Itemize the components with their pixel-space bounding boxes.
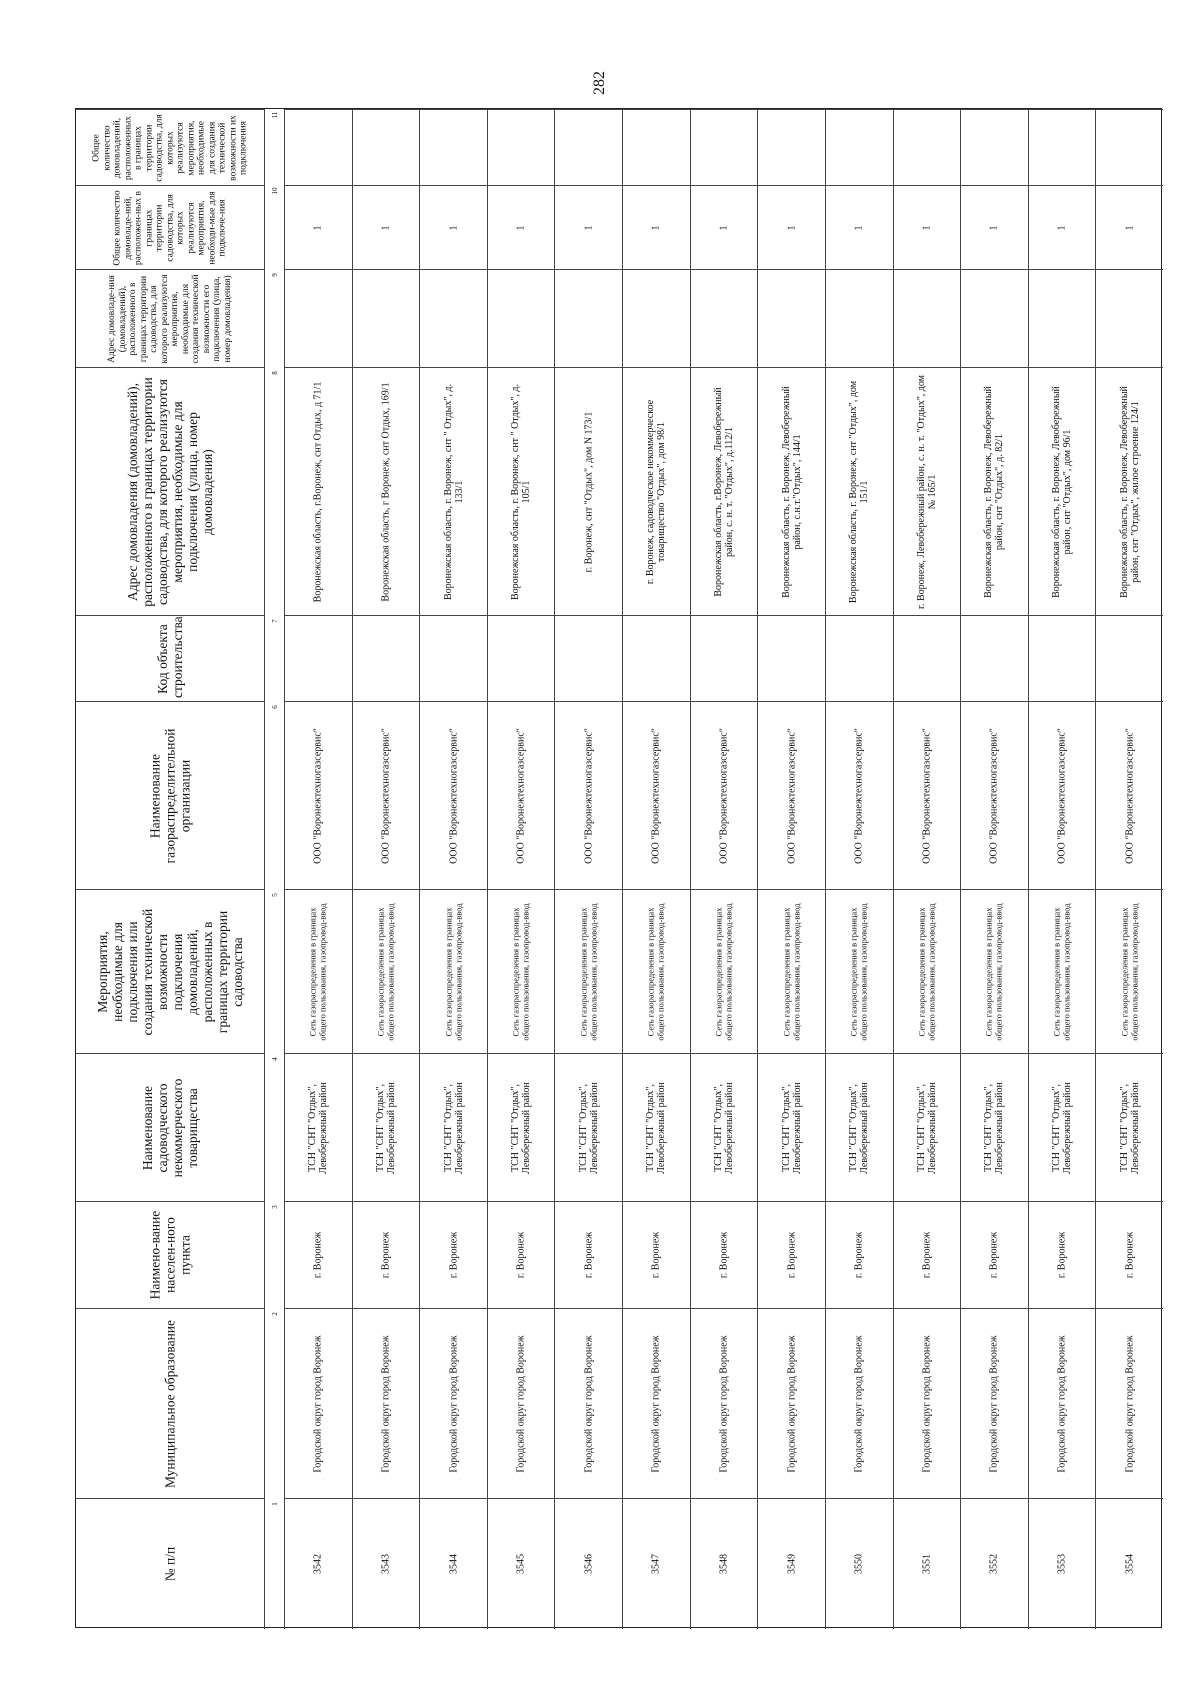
- header-text-col10: Общее количество домовладе-ний, расположен-ных в границах территории садоводства, для которых реализуются мероприятия, необходи-мые для подключе-ния: [112, 189, 228, 266]
- cell-text-address: Воронежская область, г.Воронеж, снт Отдых, д 71/1: [312, 381, 324, 602]
- cell-text-np: г. Воронеж: [1124, 1231, 1136, 1279]
- cell-mo: [758, 1308, 825, 1498]
- table-row: [352, 109, 420, 1629]
- cell-text-measure: Сеть газораспределения в границах общего пользования, газопровод-ввод: [578, 902, 598, 1041]
- cell-snt: [894, 1053, 961, 1201]
- cell-text-np: г. Воронеж: [312, 1231, 324, 1279]
- cell-text-np: г. Воронеж: [718, 1231, 730, 1279]
- cell-count: [894, 185, 961, 269]
- cell-text-gro: ООО "Воронежтехногазсервис": [853, 727, 865, 864]
- header-col7: [76, 615, 264, 701]
- cell-num: [285, 1498, 352, 1629]
- cell-mo: [1029, 1308, 1096, 1498]
- cell-count_tech: [758, 109, 825, 185]
- cell-text-count: 1: [921, 225, 933, 230]
- table-row: [1028, 109, 1096, 1629]
- cell-count: [691, 185, 758, 269]
- cell-count: [1096, 185, 1163, 269]
- cell-mo: [555, 1308, 622, 1498]
- cell-address: [353, 367, 420, 615]
- cell-text-count: 1: [515, 225, 527, 230]
- cell-text-gro: ООО "Воронежтехногазсервис": [312, 727, 324, 864]
- header-text-col7: Код объекта строительства: [155, 615, 185, 698]
- cell-code: [961, 615, 1028, 701]
- cell-text-mo: Городской округ город Воронеж: [718, 1334, 730, 1473]
- cell-text-gro: ООО "Воронежтехногазсервис": [380, 727, 392, 864]
- cell-measure: [826, 889, 893, 1053]
- cell-address_tech: [285, 269, 352, 367]
- cell-text-mo: Городской округ город Воронеж: [1056, 1334, 1068, 1473]
- cell-text-snt: ТСН "СНТ "Отдых", Левобережный район: [510, 1081, 533, 1174]
- cell-measure: [420, 889, 487, 1053]
- cell-text-np: г. Воронеж: [583, 1231, 595, 1279]
- cell-text-np: г. Воронеж: [380, 1231, 392, 1279]
- cell-address_tech: [1029, 269, 1096, 367]
- table-row: [960, 109, 1028, 1629]
- cell-text-count: 1: [583, 225, 595, 230]
- cell-num: [1029, 1498, 1096, 1629]
- cell-text-count: 1: [786, 225, 798, 230]
- cell-count_tech: [691, 109, 758, 185]
- cell-gro: [285, 701, 352, 889]
- cell-gro: [894, 701, 961, 889]
- cell-measure: [758, 889, 825, 1053]
- cell-code: [353, 615, 420, 701]
- cell-text-count: 1: [988, 225, 1000, 230]
- cell-text-address: г. Воронеж, садоводческое некоммерческое товарищество "Отдых", дом 98/1: [645, 399, 668, 584]
- cell-text-np: г. Воронеж: [650, 1231, 662, 1279]
- cell-text-gro: ООО "Воронежтехногазсервис": [718, 727, 730, 864]
- column-numbers-strip: [264, 109, 284, 1629]
- cell-count: [353, 185, 420, 269]
- cell-address_tech: [961, 269, 1028, 367]
- cell-np: [894, 1201, 961, 1308]
- table-row: [757, 109, 825, 1629]
- cell-text-num: 3548: [718, 1554, 730, 1574]
- cell-text-num: 3552: [988, 1554, 1000, 1574]
- cell-text-snt: ТСН "СНТ "Отдых", Левобережный район: [1118, 1081, 1141, 1174]
- cell-text-address: г. Воронеж, снт "Отдых", дом N 173/1: [583, 411, 595, 572]
- cell-measure: [691, 889, 758, 1053]
- cell-text-address: г. Воронеж, Левобережный район, с. н. т. "Отдых", дом № 165/1: [915, 374, 938, 609]
- cell-measure: [285, 889, 352, 1053]
- cell-text-num: 3550: [853, 1554, 865, 1574]
- column-number-2: 2: [270, 1312, 279, 1316]
- cell-text-mo: Городской округ город Воронеж: [515, 1334, 527, 1473]
- cell-code: [555, 615, 622, 701]
- cell-text-count: 1: [718, 225, 730, 230]
- table-row: [690, 109, 758, 1629]
- column-number-9: 9: [270, 273, 279, 277]
- table-row: [419, 109, 487, 1629]
- table-row: [284, 109, 352, 1629]
- cell-num: [826, 1498, 893, 1629]
- column-number-7: 7: [270, 619, 279, 623]
- cell-address_tech: [826, 269, 893, 367]
- cell-address_tech: [623, 269, 690, 367]
- cell-text-measure: Сеть газораспределения в границах общего пользования, газопровод-ввод: [1119, 902, 1139, 1041]
- table-row: [487, 109, 555, 1629]
- cell-text-address: Воронежская область, г. Воронеж, снт "Отдых", дом 151/1: [848, 380, 871, 603]
- cell-snt: [555, 1053, 622, 1201]
- cell-code: [894, 615, 961, 701]
- cell-text-mo: Городской округ город Воронеж: [786, 1334, 798, 1473]
- cell-text-mo: Городской округ город Воронеж: [312, 1334, 324, 1473]
- cell-measure: [961, 889, 1028, 1053]
- cell-count_tech: [488, 109, 555, 185]
- cell-gro: [353, 701, 420, 889]
- cell-count_tech: [826, 109, 893, 185]
- cell-address: [1029, 367, 1096, 615]
- column-number-10: 10: [270, 187, 279, 195]
- cell-text-count: 1: [448, 225, 460, 230]
- cell-mo: [1096, 1308, 1163, 1498]
- cell-text-measure: Сеть газораспределения в границах общего пользования, газопровод-ввод: [983, 902, 1004, 1041]
- cell-text-mo: Городской округ город Воронеж: [1124, 1334, 1136, 1473]
- cell-text-num: 3549: [786, 1554, 798, 1574]
- cell-mo: [420, 1308, 487, 1498]
- cell-snt: [420, 1053, 487, 1201]
- cell-num: [353, 1498, 420, 1629]
- cell-text-measure: Сеть газораспределения в границах общего пользования, газопровод-ввод: [848, 902, 869, 1041]
- cell-text-address: Воронежская область, г. Воронеж, Левобережный район, снт "Отдых", д. 82/1: [983, 385, 1006, 598]
- cell-snt: [353, 1053, 420, 1201]
- cell-text-snt: ТСН "СНТ "Отдых", Левобережный район: [577, 1081, 600, 1174]
- cell-text-address: Воронежская область, г. Воронеж, Левобережный район, с.н.т."Отдых", 144/1: [780, 385, 803, 598]
- cell-text-num: 3546: [583, 1554, 595, 1574]
- cell-address_tech: [555, 269, 622, 367]
- cell-gro: [826, 701, 893, 889]
- cell-text-snt: ТСН "СНТ "Отдых", Левобережный район: [1051, 1081, 1074, 1174]
- cell-count: [758, 185, 825, 269]
- cell-text-address: Воронежская область, г. Воронеж, снт " Отдых", д. 105/1: [510, 383, 533, 600]
- cell-snt: [1029, 1053, 1096, 1201]
- cell-text-mo: Городской округ город Воронеж: [380, 1334, 392, 1473]
- cell-text-address: Воронежская область, г. Воронеж, Левобережный район, снт "Отдых", жилое строение 124/1: [1118, 385, 1141, 598]
- cell-count: [420, 185, 487, 269]
- cell-count_tech: [894, 109, 961, 185]
- cell-np: [623, 1201, 690, 1308]
- column-number-8: 8: [270, 371, 279, 375]
- cell-mo: [623, 1308, 690, 1498]
- cell-text-num: 3547: [650, 1554, 662, 1574]
- cell-measure: [894, 889, 961, 1053]
- header-text-col4: Наименование садоводческого некоммерческого товарищества: [140, 1078, 200, 1177]
- cell-gro: [555, 701, 622, 889]
- cell-gro: [1029, 701, 1096, 889]
- cell-snt: [961, 1053, 1028, 1201]
- cell-address_tech: [488, 269, 555, 367]
- cell-text-gro: ООО "Воронежтехногазсервис": [786, 727, 798, 864]
- cell-text-num: 3551: [921, 1554, 933, 1574]
- cell-np: [555, 1201, 622, 1308]
- column-number-1: 1: [270, 1502, 279, 1506]
- cell-num: [623, 1498, 690, 1629]
- cell-snt: [758, 1053, 825, 1201]
- column-number-11: 11: [270, 111, 279, 119]
- cell-address_tech: [758, 269, 825, 367]
- cell-np: [961, 1201, 1028, 1308]
- cell-text-count: 1: [1124, 225, 1136, 230]
- year-month-area: [76, 108, 1163, 109]
- cell-text-address: Воронежская область, г.Воронеж, Левобережный район, с. н. т. "Отдых", д.112/1: [712, 386, 735, 597]
- cell-address: [961, 367, 1028, 615]
- cell-num: [691, 1498, 758, 1629]
- cell-np: [420, 1201, 487, 1308]
- cell-text-num: 3545: [515, 1554, 527, 1574]
- header-col8: [76, 367, 264, 615]
- cell-num: [758, 1498, 825, 1629]
- cell-mo: [826, 1308, 893, 1498]
- cell-text-np: г. Воронеж: [448, 1231, 460, 1279]
- cell-text-gro: ООО "Воронежтехногазсервис": [448, 727, 460, 864]
- cell-text-np: г. Воронеж: [1056, 1231, 1068, 1279]
- cell-snt: [826, 1053, 893, 1201]
- cell-text-measure: Сеть газораспределения в границах общего пользования, газопровод-ввод: [510, 902, 531, 1041]
- cell-text-gro: ООО "Воронежтехногазсервис": [650, 727, 662, 864]
- cell-num: [894, 1498, 961, 1629]
- cell-count: [961, 185, 1028, 269]
- header-col11: [76, 109, 264, 185]
- cell-np: [353, 1201, 420, 1308]
- header-text-col3: Наимено-вание населен-ного пункта: [147, 1210, 193, 1300]
- cell-text-num: 3544: [448, 1554, 460, 1574]
- cell-text-num: 3554: [1124, 1554, 1136, 1574]
- cell-text-np: г. Воронеж: [988, 1231, 1000, 1279]
- cell-code: [1096, 615, 1163, 701]
- cell-text-count: 1: [380, 225, 392, 230]
- cell-count: [285, 185, 352, 269]
- cell-text-mo: Городской округ город Воронеж: [921, 1334, 933, 1473]
- column-number-4: 4: [270, 1057, 279, 1061]
- cell-code: [623, 615, 690, 701]
- cell-snt: [623, 1053, 690, 1201]
- cell-address: [623, 367, 690, 615]
- cell-num: [488, 1498, 555, 1629]
- cell-address_tech: [691, 269, 758, 367]
- cell-measure: [353, 889, 420, 1053]
- cell-np: [285, 1201, 352, 1308]
- header-text-col2: Муниципальное образование: [162, 1319, 178, 1488]
- cell-text-np: г. Воронеж: [921, 1231, 933, 1279]
- cell-gro: [691, 701, 758, 889]
- column-number-3: 3: [270, 1205, 279, 1209]
- page-number: [591, 71, 609, 95]
- header-text-col5: Мероприятия, необходимые для подключения или создания технической возможности подключения домовладений, расположенных в границах территории садоводства: [95, 908, 245, 1035]
- cell-text-snt: ТСН "СНТ "Отдых", Левобережный район: [712, 1081, 735, 1174]
- cell-gro: [488, 701, 555, 889]
- header-col10: [76, 185, 264, 269]
- cell-text-gro: ООО "Воронежтехногазсервис": [1124, 727, 1136, 864]
- cell-code: [758, 615, 825, 701]
- cell-np: [758, 1201, 825, 1308]
- cell-code: [826, 615, 893, 701]
- cell-address: [826, 367, 893, 615]
- cell-gro: [758, 701, 825, 889]
- cell-text-gro: ООО "Воронежтехногазсервис": [921, 727, 933, 864]
- cell-text-address: Воронежская область, г Воронеж, снт Отдых, 169/1: [380, 381, 392, 602]
- cell-address: [420, 367, 487, 615]
- cell-text-measure: Сеть газораспределения в границах общего пользования, газопровод-ввод: [916, 902, 936, 1041]
- cell-count_tech: [623, 109, 690, 185]
- cell-address: [691, 367, 758, 615]
- header-col4: [76, 1053, 264, 1201]
- cell-text-mo: Городской округ город Воронеж: [650, 1334, 662, 1473]
- table-row: [825, 109, 893, 1629]
- cell-count: [488, 185, 555, 269]
- cell-text-mo: Городской округ город Воронеж: [853, 1334, 865, 1473]
- header-col6: [76, 701, 264, 889]
- cell-mo: [353, 1308, 420, 1498]
- cell-text-measure: Сеть газораспределения в границах общего пользования, газопровод-ввод: [443, 902, 463, 1041]
- cell-count_tech: [353, 109, 420, 185]
- cell-measure: [623, 889, 690, 1053]
- cell-gro: [961, 701, 1028, 889]
- cell-code: [1029, 615, 1096, 701]
- cell-count_tech: [1096, 109, 1163, 185]
- header-text-col1: № п/п: [162, 1546, 178, 1582]
- cell-mo: [691, 1308, 758, 1498]
- cell-address: [1096, 367, 1163, 615]
- cell-text-mo: Городской округ город Воронеж: [448, 1334, 460, 1473]
- cell-num: [555, 1498, 622, 1629]
- header-col2: [76, 1308, 264, 1498]
- cell-address: [894, 367, 961, 615]
- page-number-text: 282: [591, 71, 608, 95]
- cell-np: [1029, 1201, 1096, 1308]
- cell-mo: [894, 1308, 961, 1498]
- header-text-col6: Наименование газораспределительной организации: [147, 728, 193, 863]
- cell-snt: [488, 1053, 555, 1201]
- column-number-5: 5: [270, 893, 279, 897]
- header-col5: [76, 889, 264, 1053]
- cell-gro: [1096, 701, 1163, 889]
- cell-text-snt: ТСН "СНТ "Отдых", Левобережный район: [915, 1081, 938, 1174]
- cell-gro: [420, 701, 487, 889]
- cell-text-snt: ТСН "СНТ "Отдых", Левобережный район: [307, 1081, 330, 1174]
- cell-text-count: 1: [853, 225, 865, 230]
- header-text-col9: Адрес домовладе-ния (домовладений), расположенного в границах территории садоводства, для которого реализуются мероприятия, необходимые для создания технической возможности его подключения (улица, номер домовладения): [107, 273, 233, 364]
- cell-measure: [488, 889, 555, 1053]
- cell-address: [285, 367, 352, 615]
- cell-text-measure: Сеть газораспределения в границах общего пользования, газопровод-ввод: [645, 902, 666, 1041]
- header-text-col8: Адрес домовладения (домовладений), расположенного в границах территории садоводства, для которого реализуются мероприятия, необходимые для подключения (улица, номер домовладения): [125, 376, 215, 607]
- cell-address_tech: [1096, 269, 1163, 367]
- cell-np: [488, 1201, 555, 1308]
- cell-address_tech: [420, 269, 487, 367]
- header-col1: [76, 1498, 264, 1629]
- cell-gro: [623, 701, 690, 889]
- cell-num: [1096, 1498, 1163, 1629]
- cell-text-snt: ТСН "СНТ "Отдых", Левобережный район: [848, 1081, 871, 1174]
- cell-text-num: 3542: [312, 1554, 324, 1574]
- cell-text-np: г. Воронеж: [786, 1231, 798, 1279]
- cell-measure: [555, 889, 622, 1053]
- cell-text-np: г. Воронеж: [515, 1231, 527, 1279]
- cell-text-gro: ООО "Воронежтехногазсервис": [1056, 727, 1068, 864]
- cell-code: [691, 615, 758, 701]
- table-row: [622, 109, 690, 1629]
- cell-text-count: 1: [312, 225, 324, 230]
- cell-count_tech: [555, 109, 622, 185]
- header-col3: [76, 1201, 264, 1308]
- header-col9: [76, 269, 264, 367]
- cell-num: [961, 1498, 1028, 1629]
- cell-np: [1096, 1201, 1163, 1308]
- gasification-table: [75, 108, 1162, 1628]
- cell-mo: [285, 1308, 352, 1498]
- cell-code: [285, 615, 352, 701]
- cell-text-count: 1: [650, 225, 662, 230]
- cell-address_tech: [353, 269, 420, 367]
- cell-text-mo: Городской округ город Воронеж: [583, 1334, 595, 1473]
- cell-address_tech: [894, 269, 961, 367]
- cell-count_tech: [1029, 109, 1096, 185]
- table-row: [893, 109, 961, 1629]
- cell-mo: [961, 1308, 1028, 1498]
- cell-address: [758, 367, 825, 615]
- cell-text-snt: ТСН "СНТ "Отдых", Левобережный район: [442, 1081, 465, 1174]
- column-number-6: 6: [270, 705, 279, 709]
- cell-text-snt: ТСН "СНТ "Отдых", Левобережный район: [645, 1081, 668, 1174]
- cell-text-gro: ООО "Воронежтехногазсервис": [583, 727, 595, 864]
- cell-snt: [691, 1053, 758, 1201]
- cell-count_tech: [420, 109, 487, 185]
- cell-measure: [1029, 889, 1096, 1053]
- cell-np: [826, 1201, 893, 1308]
- cell-text-measure: Сеть газораспределения в границах общего пользования, газопровод-ввод: [1051, 902, 1072, 1041]
- cell-text-snt: ТСН "СНТ "Отдых", Левобережный район: [983, 1081, 1006, 1174]
- table-row: [554, 109, 622, 1629]
- cell-count: [826, 185, 893, 269]
- cell-snt: [285, 1053, 352, 1201]
- cell-code: [488, 615, 555, 701]
- table-row: [1095, 109, 1163, 1629]
- cell-count: [1029, 185, 1096, 269]
- cell-text-snt: ТСН "СНТ "Отдых", Левобережный район: [374, 1081, 397, 1174]
- cell-text-num: 3543: [380, 1554, 392, 1574]
- cell-count_tech: [961, 109, 1028, 185]
- cell-text-measure: Сеть газораспределения в границах общего пользования, газопровод-ввод: [375, 902, 395, 1041]
- cell-count: [623, 185, 690, 269]
- cell-text-mo: Городской округ город Воронеж: [988, 1334, 1000, 1473]
- cell-mo: [488, 1308, 555, 1498]
- cell-text-snt: ТСН "СНТ "Отдых", Левобережный район: [780, 1081, 803, 1174]
- cell-code: [420, 615, 487, 701]
- cell-text-address: Воронежская область, г. Воронеж, снт " Отдых", д. 133/1: [442, 383, 465, 600]
- cell-text-measure: Сеть газораспределения в границах общего пользования, газопровод-ввод: [713, 902, 733, 1041]
- cell-text-gro: ООО "Воронежтехногазсервис": [515, 727, 527, 864]
- cell-snt: [1096, 1053, 1163, 1201]
- cell-np: [691, 1201, 758, 1308]
- cell-measure: [1096, 889, 1163, 1053]
- cell-text-num: 3553: [1056, 1554, 1068, 1574]
- cell-text-count: 1: [1056, 225, 1068, 230]
- cell-address: [555, 367, 622, 615]
- cell-count: [555, 185, 622, 269]
- cell-text-address: Воронежская область, г. Воронеж, Левобережный район, снт "Отдых", дом 96/1: [1051, 385, 1074, 598]
- cell-text-np: г. Воронеж: [853, 1231, 865, 1279]
- cell-num: [420, 1498, 487, 1629]
- cell-address: [488, 367, 555, 615]
- header-text-col11: Общее количество домовладений, расположенных в границах территории садоводства, для которых реализуются мероприятия, необходимые для создания технической возможности их подключения: [91, 113, 249, 182]
- cell-text-measure: Сеть газораспределения в границах общего пользования, газопровод-ввод: [781, 902, 801, 1041]
- cell-count_tech: [285, 109, 352, 185]
- cell-text-measure: Сеть газораспределения в границах общего пользования, газопровод-ввод: [307, 902, 328, 1041]
- cell-text-gro: ООО "Воронежтехногазсервис": [988, 727, 1000, 864]
